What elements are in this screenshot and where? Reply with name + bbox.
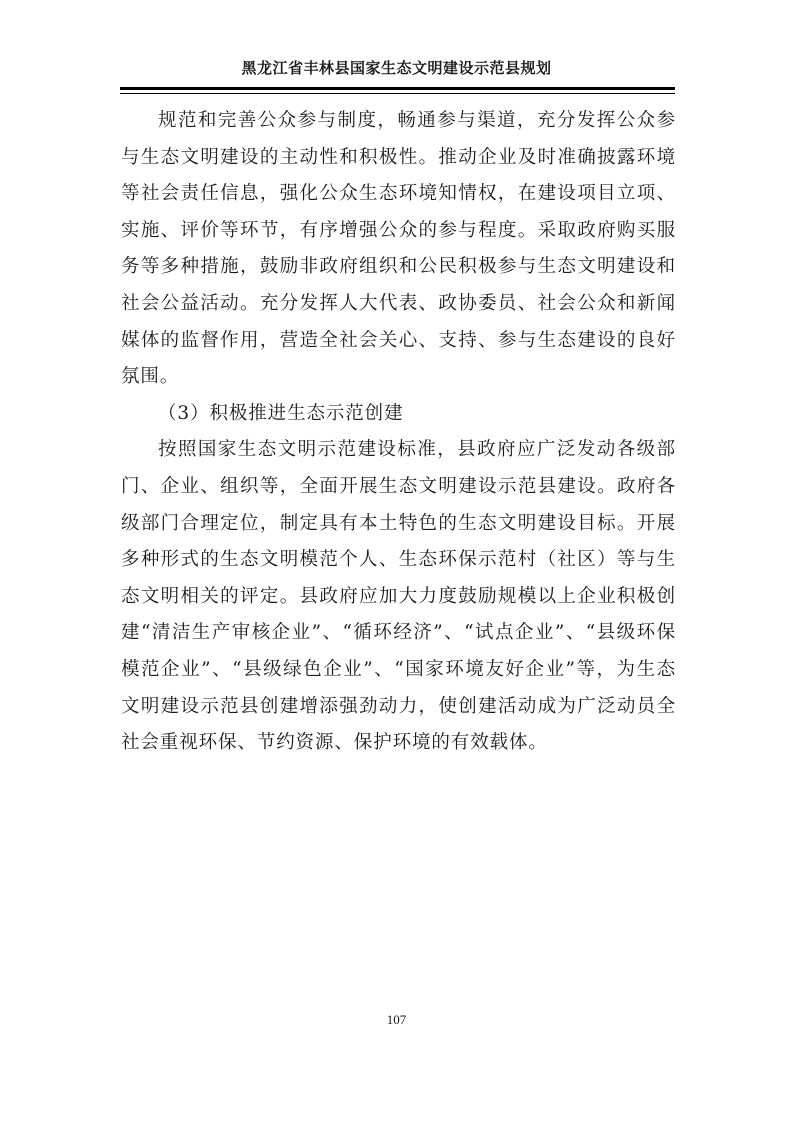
body-paragraph-1: 规范和完善公众参与制度，畅通参与渠道，充分发挥公众参与生态文明建设的主动性和积极性。推动企业及时准确披露环境等社会责任信息，强化公众生态环境知情权，在建设项目立项、实施、评价等环节，有序增强公众的参与程度。采取政府购买服务等多种措施，鼓励非政府组织和公民积极参与生态文明建设和社会公益活动。充分发挥人大代表、政协委员、社会公众和新闻媒体的监督作用，营造全社会关心、支持、参与生态建设的良好氛围。 xyxy=(121,110,676,388)
body-paragraph-2: 按照国家生态文明示范建设标准，县政府应广泛发动各级部门、企业、组织等，全面开展生态文明建设示范县建设。政府各级部门合理定位，制定具有本土特色的生态文明建设目标。开展多种形式的生态文明模范个人、生态环保示范村（社区）等与生态文明相关的评定。县政府应加大力度鼓励规模以上企业积极创建“清洁生产审核企业”、“循环经济”、“试点企业”、“县级环保模范企业”、“县级绿色企业”、“国家环境友好企业”等，为生态文明建设示范县创建增添强劲动力，使创建活动成为广泛动员全社会重视环保、节约资源、保护环境的有效载体。 xyxy=(121,439,676,754)
header-rule-thin xyxy=(120,93,675,94)
document-header-title: 黑龙江省丰林县国家生态文明建设示范县规划 xyxy=(241,59,552,77)
page-number: 107 xyxy=(386,1012,407,1027)
document-body xyxy=(121,103,676,762)
section-heading: （3）积极推进生态示范创建 xyxy=(158,402,404,424)
header-rule-thick xyxy=(120,87,675,90)
